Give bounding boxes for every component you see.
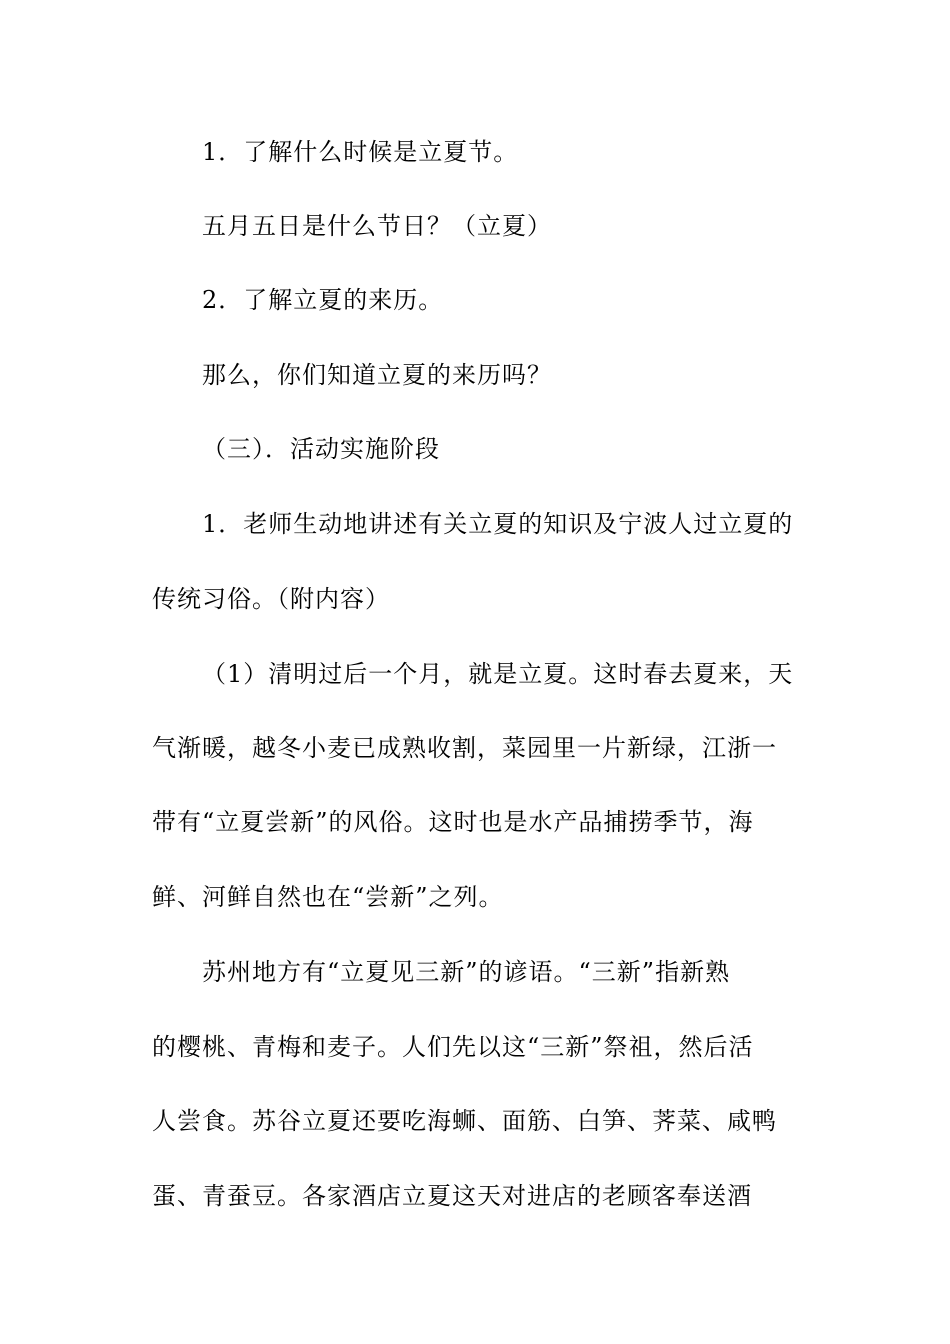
- text-line: 苏州地方有“立夏见三新”的谚语。“三新”指新熟: [202, 958, 731, 986]
- text-line: 1．了解什么时候是立夏节。: [202, 138, 519, 166]
- text-line: 气渐暖，越冬小麦已成熟收割，菜园里一片新绿，江浙一: [152, 734, 777, 762]
- text-line: （1）清明过后一个月，就是立夏。这时春去夏来，天: [202, 660, 794, 688]
- text-line: 2．了解立夏的来历。: [202, 286, 444, 314]
- text-line: 五月五日是什么节日？（立夏）: [202, 212, 552, 240]
- section-heading: （三）．活动实施阶段: [202, 435, 440, 463]
- text-line: 传统习俗。（附内容）: [152, 585, 390, 613]
- text-line: 1．老师生动地讲述有关立夏的知识及宁波人过立夏的: [202, 510, 794, 538]
- text-line: 带有“立夏尝新”的风俗。这时也是水产品捕捞季节，海: [152, 808, 754, 836]
- text-line: 人尝食。苏谷立夏还要吃海蛳、面筋、白笋、荠菜、咸鸭: [152, 1107, 777, 1135]
- text-line: 那么，你们知道立夏的来历吗？: [202, 361, 552, 389]
- text-line: 鲜、河鲜自然也在“尝新”之列。: [152, 883, 504, 911]
- text-line: 蛋、青蚕豆。各家酒店立夏这天对进店的老顾客奉送酒: [152, 1182, 752, 1210]
- text-line: 的樱桃、青梅和麦子。人们先以这“三新”祭祖，然后活: [152, 1033, 754, 1061]
